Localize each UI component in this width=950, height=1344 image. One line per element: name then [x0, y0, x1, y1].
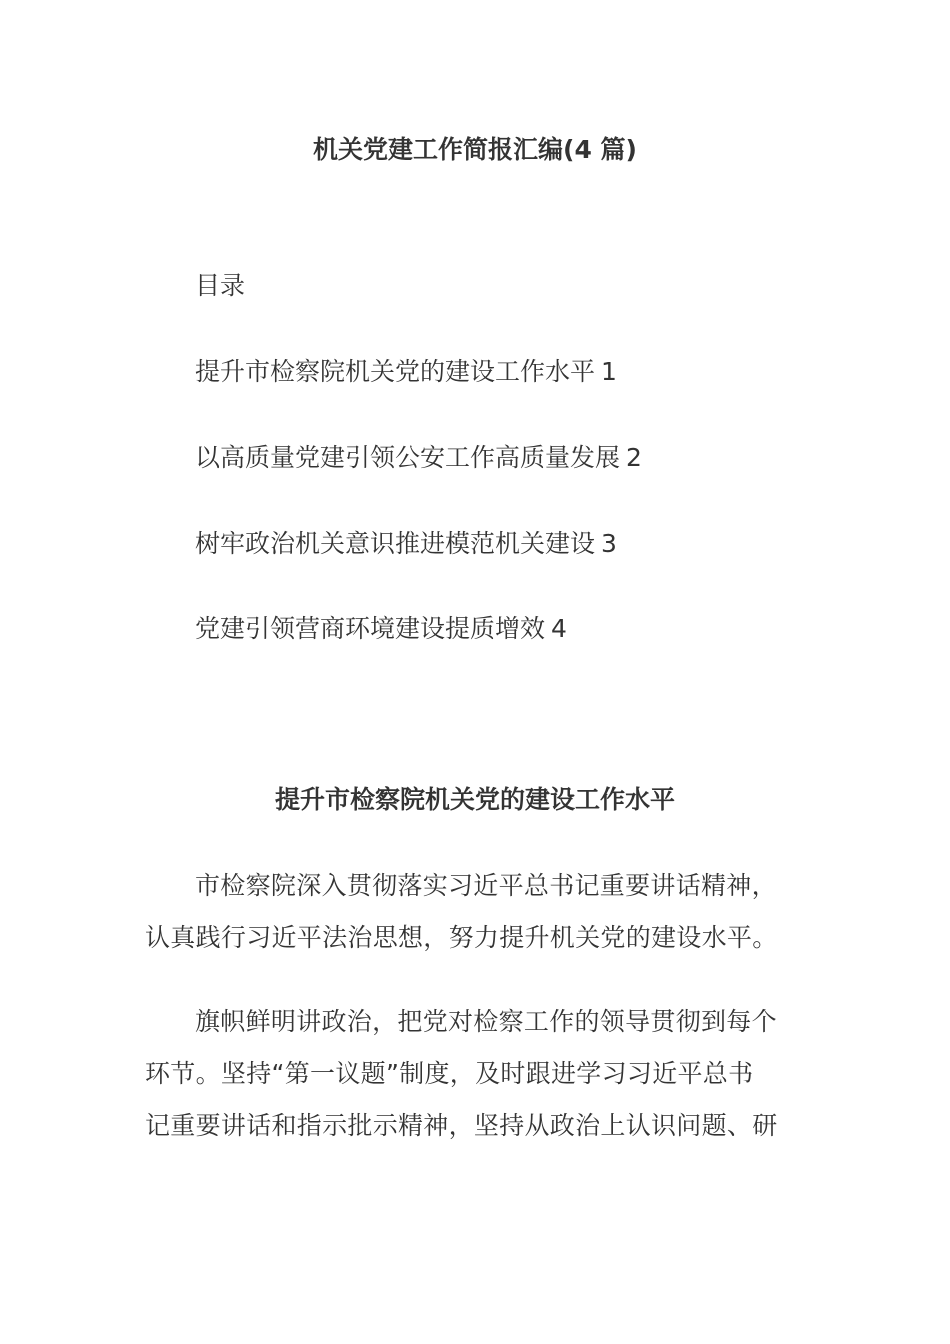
paragraph-line: 记重要讲话和指示批示精神，坚持从政治上认识问题、研	[145, 1111, 778, 1140]
toc-heading: 目录	[195, 271, 246, 300]
body-paragraph	[145, 860, 785, 964]
body-paragraph	[145, 996, 785, 1152]
document-title: 机关党建工作简报汇编(4 篇)	[313, 135, 637, 164]
toc-item-page: 2	[626, 443, 642, 472]
paragraph-line: 认真践行习近平法治思想，努力提升机关党的建设水平。	[145, 923, 778, 952]
toc-item-label: 以高质量党建引领公安工作高质量发展	[195, 443, 621, 472]
section-title: 提升市检察院机关党的建设工作水平	[274, 785, 675, 814]
toc-item	[195, 354, 617, 390]
toc-item	[195, 611, 567, 647]
toc-item-page: 4	[551, 614, 567, 643]
toc-item-label: 树牢政治机关意识推进模范机关建设	[195, 529, 596, 558]
paragraph-line: 市检察院深入贯彻落实习近平总书记重要讲话精神，	[195, 871, 777, 900]
toc-item-label: 党建引领营商环境建设提质增效	[195, 614, 546, 643]
toc-item	[195, 526, 617, 562]
toc-item-label: 提升市检察院机关党的建设工作水平	[195, 357, 596, 386]
toc-item-page: 3	[601, 529, 617, 558]
toc-item-page: 1	[601, 357, 617, 386]
paragraph-line: 旗帜鲜明讲政治，把党对检察工作的领导贯彻到每个	[195, 1007, 777, 1036]
toc-item	[195, 440, 642, 476]
paragraph-line: 环节。坚持“第一议题”制度，及时跟进学习习近平总书	[145, 1059, 754, 1088]
